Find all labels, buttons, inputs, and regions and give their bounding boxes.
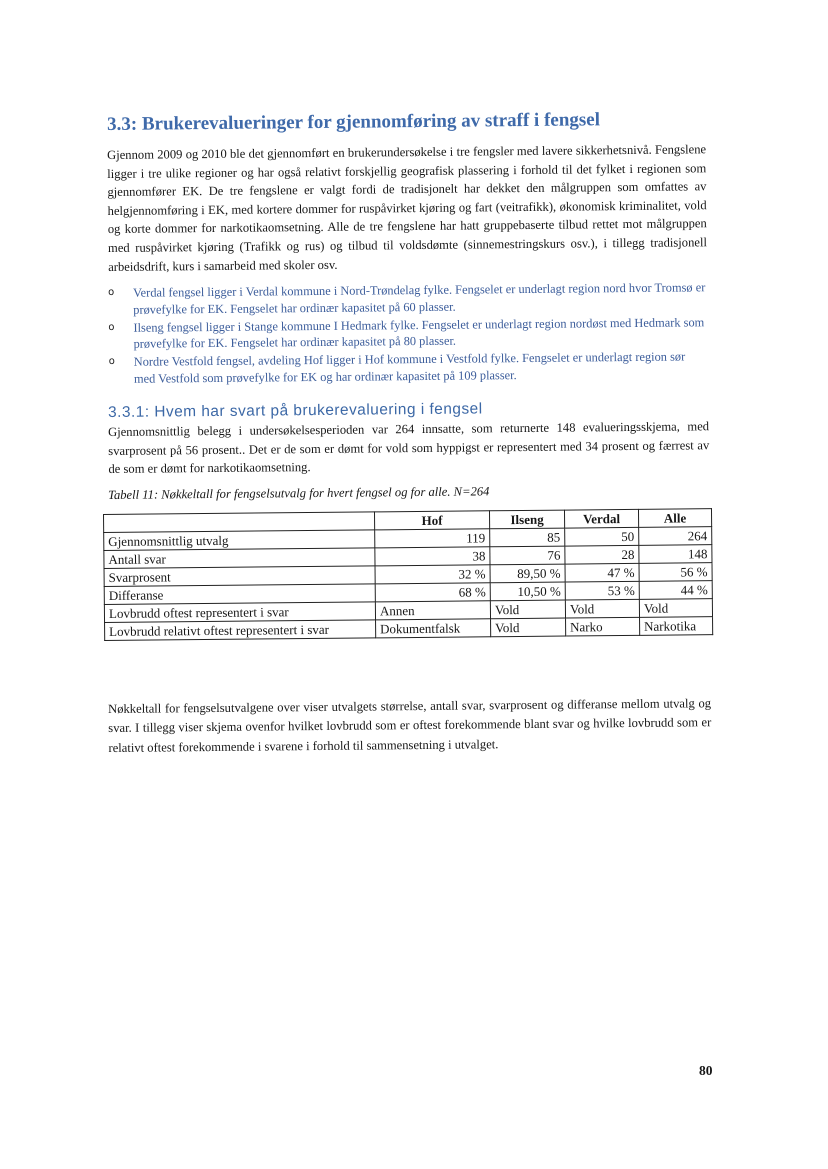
table-cell: 28 — [565, 545, 639, 564]
table-cell: 76 — [490, 546, 565, 565]
bullet-icon: o — [108, 321, 115, 333]
table-cell: Vold — [565, 599, 639, 618]
table-cell: 148 — [639, 545, 712, 564]
table-header-cell: Verdal — [564, 509, 638, 528]
table-caption: Tabell 11: Nøkkeltall for fengselsutvalg for hvert fengsel og for alle. N=264 — [108, 484, 490, 502]
table-cell: 44 % — [639, 581, 712, 600]
section-heading: 3.3: Brukerevalueringer for gjennomføring av straff i fengsel — [107, 109, 601, 135]
bullet-icon: o — [108, 356, 115, 368]
table-cell: 47 % — [565, 563, 639, 582]
subsection-heading: 3.3.1: Hvem har svart på brukerevaluering i fengsel — [108, 400, 483, 421]
table-cell: Vold — [490, 600, 565, 619]
table-cell: 89,50 % — [490, 564, 565, 583]
table-cell: 68 % — [375, 583, 490, 602]
list-item-text: Nordre Vestfold fengsel, avdeling Hof ligger i Hof kommune i Vestfold fylke. Fengselet er underlagt region sør med Vestfold som prøvefylke for EK og har ordinær kapasitet på 109 plasser. — [133, 349, 686, 386]
table-cell: Narko — [566, 617, 640, 636]
table-container — [103, 508, 713, 641]
table-cell: 10,50 % — [490, 582, 565, 601]
table-cell: Lovbrudd oftest representert i svar — [104, 602, 375, 623]
table-cell: Differanse — [104, 584, 375, 605]
table-header-cell: Hof — [374, 511, 489, 530]
table-cell: 50 — [565, 527, 639, 546]
table-cell: Vold — [639, 599, 712, 618]
table-cell: Vold — [491, 618, 566, 637]
list-item — [109, 348, 709, 387]
bullet-icon: o — [108, 286, 115, 298]
list-item-text: Verdal fengsel ligger i Verdal kommune i Nord-Trøndelag fylke. Fengselet er underlagt region nord hvor Tromsø er prøvefylke for EK. Fengselet har ordinær kapasitet på 60 plasser. — [133, 280, 706, 317]
table-cell: 85 — [490, 528, 565, 547]
table-cell: Dokumentfalsk — [376, 619, 491, 638]
key-figures-table — [103, 508, 713, 641]
list-item-text: Ilseng fengsel ligger i Stange kommune I Hedmark fylke. Fengselet er underlagt region nordøst med Hedmark som prøvefylke for EK. Fengselet har ordinær kapasitet på 80 plasser. — [133, 314, 705, 352]
table-cell: 119 — [375, 529, 490, 548]
page-number: 80 — [699, 1063, 713, 1078]
table-cell: Lovbrudd relativt oftest representert i svar — [105, 620, 376, 641]
table-cell: Annen — [375, 601, 490, 620]
prison-list — [108, 279, 709, 389]
table-cell: Svarprosent — [104, 566, 375, 587]
table-header-cell: Alle — [638, 509, 711, 528]
table-cell: Antall svar — [104, 548, 375, 569]
table-cell: Gjennomsnittlig utvalg — [104, 530, 375, 551]
table-cell: 38 — [375, 547, 490, 566]
section-paragraph: Gjennom 2009 og 2010 ble det gjennomført en brukerundersøkelse i tre fengsler med lavere sikkerhetsnivå. Fengslene ligger i tre ulike regioner og har også relativt forskjellig geografisk plassering i forhold til det fylket i regionen som gjennomfører EK. De tre fengslene er valgt fordi de tradisjonelt har dekket den målgruppen som omfattes av helgjennomføring i EK, med kortere dommer for ruspåvirket kjøring og fart (veitrafikk), økonomisk kriminalitet, vold og korte dommer for narkotikaomsetning. Alle de tre fengslene har hatt gruppebaserte tilbud rettet mot målgruppen med ruspåvirket kjøring (Trafikk og rus) og tilbud til voldsdømte (sinnemestringskurs osv.), i tillegg tradisjonell arbeidsdrift, kurs i samarbeid med skoler osv. — [107, 142, 708, 274]
table-cell: 53 % — [565, 581, 639, 600]
table-cell: 56 % — [639, 563, 712, 582]
table-cell: Narkotika — [640, 617, 713, 636]
table-cell: 32 % — [375, 565, 490, 584]
table-cell: 264 — [639, 527, 712, 546]
table-header-cell: Ilseng — [489, 510, 564, 529]
subsection-paragraph: Gjennomsnittlig belegg i undersøkelsesperioden var 264 innsatte, som returnerte 148 evalueringsskjema, med svarprosent på 56 prosent.. Det er de som er dømt for vold som hyppigst er representert med 34 prosent og færrest av de som er dømt for narkotikaomsetning. — [108, 419, 710, 477]
list-item — [108, 314, 708, 353]
list-item — [108, 279, 708, 318]
closing-paragraph: Nøkkeltall for fengselsutvalgene over viser utvalgets størrelse, antall svar, svarprosent og differanse mellom utvalg og svar. I tillegg viser skjema ovenfor hvilket lovbrudd som er oftest forekommende blant svar og hvilke lovbrudd som er relativt oftest forekommende i svarene i forhold til sammensetning i utvalget. — [108, 696, 712, 755]
